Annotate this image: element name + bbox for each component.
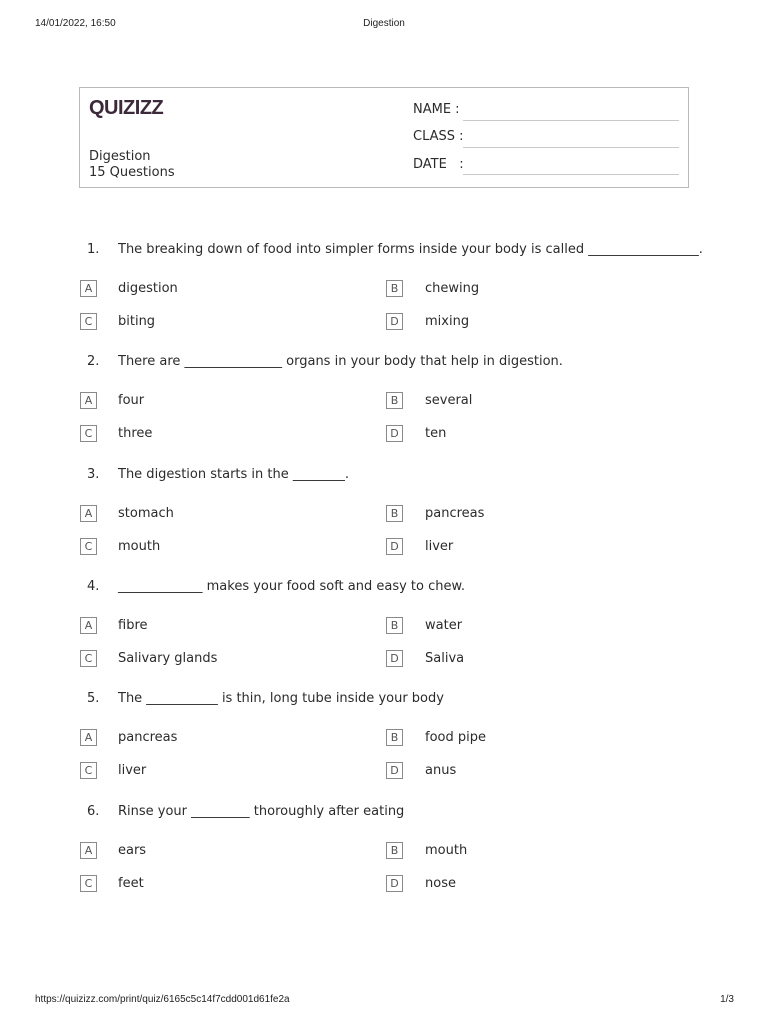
option-b-text: mouth — [425, 843, 468, 858]
question-text: The digestion starts in the ________. — [118, 467, 349, 482]
option-c-text: Salivary glands — [118, 651, 218, 666]
option-b-checkbox[interactable]: B — [386, 392, 403, 409]
option-a-checkbox[interactable]: A — [80, 280, 97, 297]
class-field[interactable] — [463, 147, 679, 148]
question-3 — [0, 467, 768, 579]
question-number: 4. — [87, 579, 100, 594]
class-label: CLASS : — [413, 129, 464, 144]
quizizz-logo-mark — [89, 96, 169, 120]
option-b-checkbox[interactable]: B — [386, 617, 403, 634]
print-title: Digestion — [363, 18, 405, 29]
option-a-text: stomach — [118, 506, 174, 521]
option-d-checkbox[interactable]: D — [386, 875, 403, 892]
question-2 — [0, 354, 768, 466]
date-label: DATE : — [413, 157, 464, 172]
name-field[interactable] — [463, 120, 679, 121]
option-b-checkbox[interactable]: B — [386, 280, 403, 297]
print-timestamp: 14/01/2022, 16:50 — [35, 18, 116, 29]
question-5 — [0, 691, 768, 803]
option-a-text: fibre — [118, 618, 148, 633]
option-c-checkbox[interactable]: C — [80, 313, 97, 330]
option-d-text: Saliva — [425, 651, 465, 666]
option-d-text: liver — [425, 539, 454, 554]
question-6 — [0, 804, 768, 916]
option-c-checkbox[interactable]: C — [80, 538, 97, 555]
question-count: 15 Questions — [89, 165, 175, 180]
question-text: The ___________ is thin, long tube inside your body — [118, 691, 444, 706]
option-c-text: three — [118, 426, 153, 441]
question-number: 1. — [87, 242, 100, 257]
print-url: https://quizizz.com/print/quiz/6165c5c14f7cdd001d61fe2a — [35, 994, 290, 1005]
option-a-text: ears — [118, 843, 147, 858]
option-c-checkbox[interactable]: C — [80, 875, 97, 892]
question-text: There are _______________ organs in your body that help in digestion. — [118, 354, 563, 369]
option-a-checkbox[interactable]: A — [80, 842, 97, 859]
question-number: 5. — [87, 691, 100, 706]
option-b-text: food pipe — [425, 730, 486, 745]
option-a-text: pancreas — [118, 730, 178, 745]
option-a-text: four — [118, 393, 145, 408]
question-number: 3. — [87, 467, 100, 482]
option-d-text: ten — [425, 426, 447, 441]
date-field[interactable] — [463, 174, 679, 175]
page-number: 1/3 — [720, 994, 734, 1005]
name-label: NAME : — [413, 102, 460, 117]
option-a-checkbox[interactable]: A — [80, 392, 97, 409]
option-b-text: pancreas — [425, 506, 485, 521]
quizizz-logo — [89, 96, 169, 124]
option-a-checkbox[interactable]: A — [80, 505, 97, 522]
option-d-checkbox[interactable]: D — [386, 538, 403, 555]
option-b-checkbox[interactable]: B — [386, 842, 403, 859]
question-text: Rinse your _________ thoroughly after eating — [118, 804, 405, 819]
option-c-checkbox[interactable]: C — [80, 762, 97, 779]
quiz-title: Digestion — [89, 149, 151, 164]
option-b-text: chewing — [425, 281, 480, 296]
svg-text:QUIZIZZ: QUIZIZZ — [89, 97, 164, 119]
option-a-checkbox[interactable]: A — [80, 729, 97, 746]
option-c-text: feet — [118, 876, 144, 891]
question-number: 2. — [87, 354, 100, 369]
option-a-text: digestion — [118, 281, 178, 296]
question-text: _____________ makes your food soft and easy to chew. — [118, 579, 466, 594]
option-d-checkbox[interactable]: D — [386, 650, 403, 667]
question-4 — [0, 579, 768, 691]
option-c-checkbox[interactable]: C — [80, 425, 97, 442]
question-1 — [0, 242, 768, 354]
option-d-text: anus — [425, 763, 457, 778]
question-number: 6. — [87, 804, 100, 819]
option-d-text: nose — [425, 876, 456, 891]
option-d-checkbox[interactable]: D — [386, 762, 403, 779]
option-b-text: several — [425, 393, 473, 408]
option-b-checkbox[interactable]: B — [386, 729, 403, 746]
quiz-header-box — [79, 87, 689, 188]
option-a-checkbox[interactable]: A — [80, 617, 97, 634]
option-c-text: liver — [118, 763, 147, 778]
option-c-text: biting — [118, 314, 156, 329]
option-d-text: mixing — [425, 314, 470, 329]
option-d-checkbox[interactable]: D — [386, 313, 403, 330]
option-b-text: water — [425, 618, 463, 633]
option-d-checkbox[interactable]: D — [386, 425, 403, 442]
quiz-title-block — [89, 149, 175, 181]
option-c-checkbox[interactable]: C — [80, 650, 97, 667]
question-text: The breaking down of food into simpler forms inside your body is called _________________. — [118, 242, 703, 257]
option-b-checkbox[interactable]: B — [386, 505, 403, 522]
option-c-text: mouth — [118, 539, 161, 554]
